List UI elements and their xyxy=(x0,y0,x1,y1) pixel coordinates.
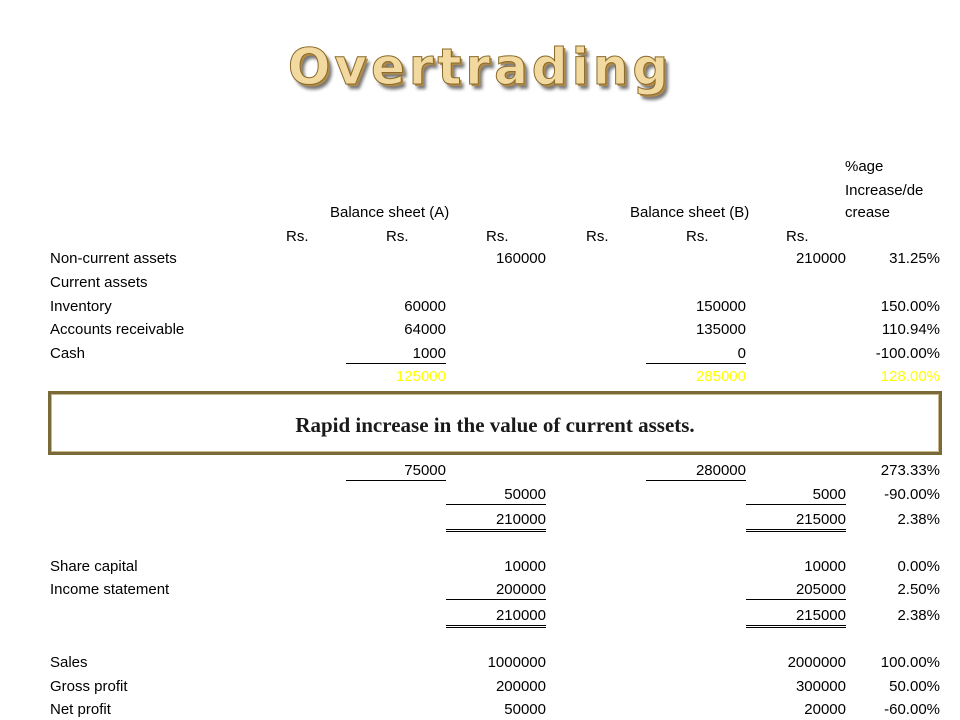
value-b: 280000 xyxy=(646,462,746,481)
value-b: 10000 xyxy=(804,558,846,575)
value-a: 60000 xyxy=(404,298,446,315)
value-b: 150000 xyxy=(695,298,746,315)
slide-title: Overtrading xyxy=(287,38,673,96)
current-total-a: 125000 xyxy=(395,368,446,385)
total-pct: 2.38% xyxy=(897,607,940,624)
value-b: 135000 xyxy=(695,321,746,338)
total-a: 210000 xyxy=(446,511,546,532)
row-label: Current assets xyxy=(50,274,148,291)
header-balance-sheet-a: Balance sheet (A) xyxy=(330,204,450,221)
header-pct-line2: Increase/de xyxy=(845,182,924,199)
value-b: 20000 xyxy=(804,701,846,718)
value-pct: -90.00% xyxy=(884,486,940,503)
value-a: 50000 xyxy=(446,486,546,505)
row-label: Gross profit xyxy=(50,678,128,695)
row-label: Share capital xyxy=(50,558,138,575)
value-a: 1000 xyxy=(346,345,446,364)
value-pct: -60.00% xyxy=(884,701,940,718)
value-b: 0 xyxy=(646,345,746,364)
current-total-b: 285000 xyxy=(695,368,746,385)
value-b: 5000 xyxy=(746,486,846,505)
value-pct: -100.00% xyxy=(875,345,940,362)
currency-label: Rs. xyxy=(386,228,409,245)
value-pct: 31.25% xyxy=(889,250,940,267)
currency-label: Rs. xyxy=(486,228,509,245)
value-a: 1000000 xyxy=(487,654,546,671)
value-b: 210000 xyxy=(795,250,846,267)
value-a: 50000 xyxy=(504,701,546,718)
value-pct: 273.33% xyxy=(880,462,940,479)
value-a: 64000 xyxy=(404,321,446,338)
value-b: 300000 xyxy=(795,678,846,695)
value-pct: 0.00% xyxy=(897,558,940,575)
value-a: 200000 xyxy=(495,678,546,695)
header-pct-line3: crease xyxy=(845,204,891,221)
value-pct: 110.94% xyxy=(881,321,940,338)
row-label: Income statement xyxy=(50,581,170,598)
row-label: Cash xyxy=(50,345,86,362)
total-pct: 2.38% xyxy=(897,511,940,528)
row-label: Inventory xyxy=(50,298,112,315)
currency-label: Rs. xyxy=(586,228,609,245)
header-balance-sheet-b: Balance sheet (B) xyxy=(630,204,750,221)
currency-label: Rs. xyxy=(786,228,809,245)
row-label: Net profit xyxy=(50,701,111,718)
row-label: Accounts receivable xyxy=(50,321,185,338)
value-a: 200000 xyxy=(446,581,546,600)
current-total-pct: 128.00% xyxy=(880,368,940,385)
value-b: 205000 xyxy=(746,581,846,600)
total-b: 215000 xyxy=(746,607,846,628)
value-pct: 50.00% xyxy=(889,678,940,695)
callout-text: Rapid increase in the value of current assets. xyxy=(295,413,695,437)
total-a: 210000 xyxy=(446,607,546,628)
header-pct-line1: %age xyxy=(845,158,884,175)
currency-label: Rs. xyxy=(686,228,709,245)
value-a: 75000 xyxy=(346,462,446,481)
value-a: 160000 xyxy=(495,250,546,267)
value-pct: 2.50% xyxy=(897,581,940,598)
value-pct: 100.00% xyxy=(880,654,940,671)
row-label: Sales xyxy=(50,654,88,671)
row-label: Non-current assets xyxy=(50,250,177,267)
value-a: 10000 xyxy=(504,558,546,575)
value-pct: 150.00% xyxy=(880,298,940,315)
callout-box xyxy=(48,391,942,455)
currency-label: Rs. xyxy=(286,228,309,245)
value-b: 2000000 xyxy=(787,654,846,671)
total-b: 215000 xyxy=(746,511,846,532)
